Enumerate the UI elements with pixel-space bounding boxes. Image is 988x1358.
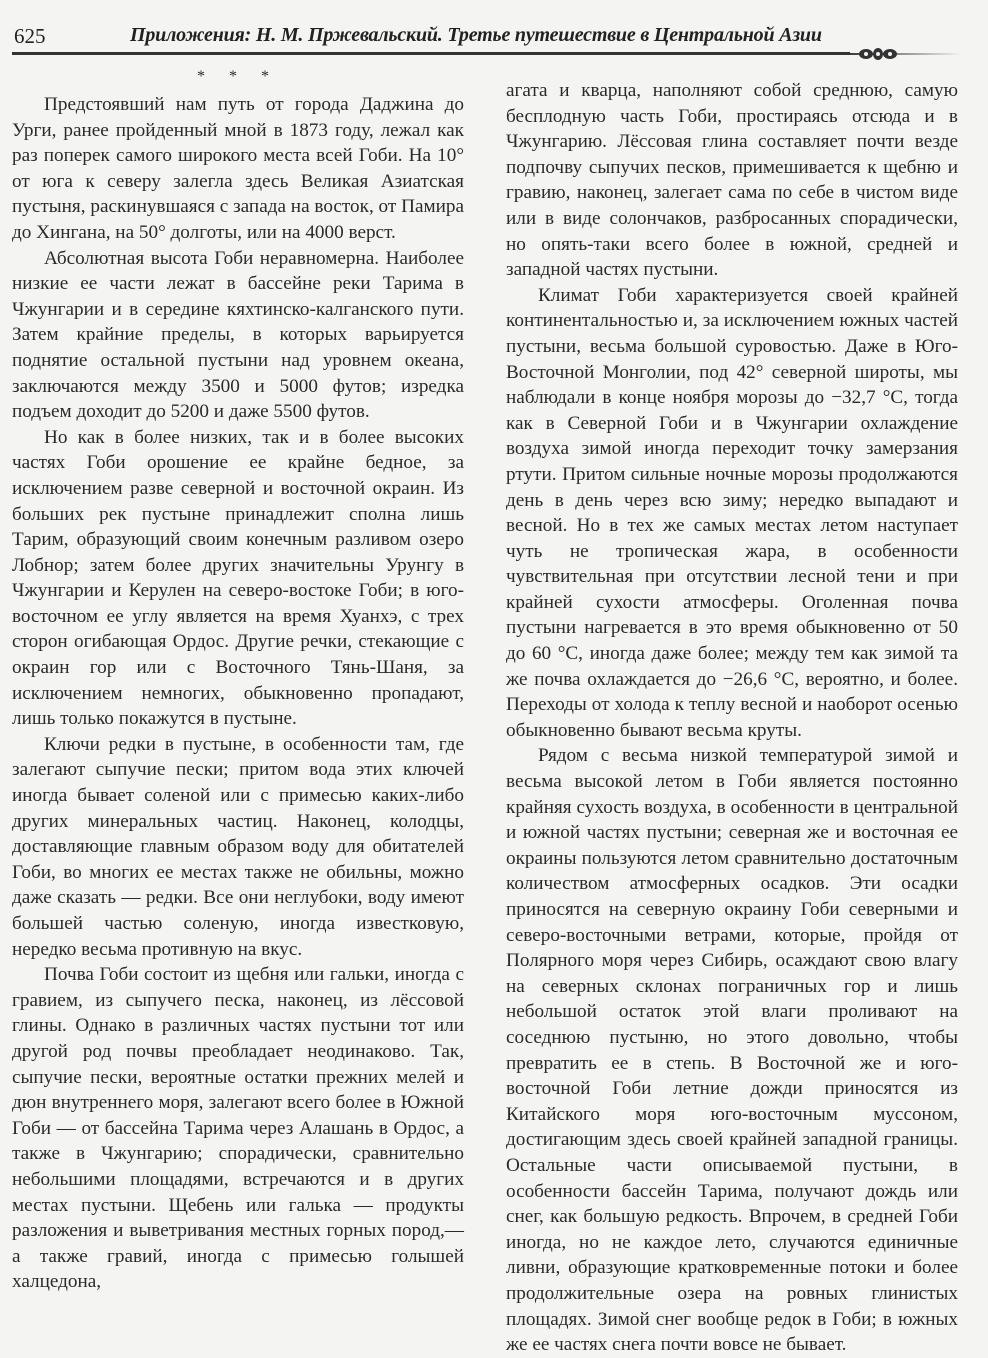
paragraph: Предстоявший нам путь от города Даджина до Урги, ранее пройденный мной в 1873 году, лежал как раз поперек самого широкого места всей Гоби. На 10° от юга к северу залегла здесь Великая Азиатская пустыня, раскинувшаяся с запада на восток, от Памира до Хингана, на 50° долготы, или на 4000 верст. [12, 94, 464, 243]
header-rule [12, 52, 850, 55]
paragraph: Рядом с весьма низкой температурой зимой и весьма высокой летом в Гоби является постоянно крайняя сухость воздуха, в особенности в центральной и южной частях пустыни; северная же и восточная ее окраины пользуются летом сравнительно достаточным количеством атмосферных осадков. Эти осадки приносятся на северную окраину Гоби северными и северо-восточными ветрами, которые, пройдя от Полярного моря через Сибирь, осаждают свою влагу на северных склонах пограничных гор и лишь небольшой остаток этой влаги проливают на соседнюю пустыню, но этого довольно, чтобы превратить ее в степь. В Восточной же и юго-восточной Гоби летние дожди приносятся из Китайского моря юго-восточным муссоном, достигающим здесь своей крайней западной границы. Остальные части описываемой пустыни, в особенности бассейн Тарима, получают дождь или снег, как большую редкость. Впрочем, в средней Гоби иногда, но не каждое лето, случаются единичные ливни, образующие кратковременные потоки и более продолжительные озера на ровных глинистых площадях. Зимой снег вообще редок в Гоби; в южных же ее частях снега почти вовсе не бывает. [506, 745, 958, 1356]
left-column [12, 66, 464, 1295]
page-number: 625 [14, 24, 46, 48]
flourish-ornament-icon [844, 44, 962, 64]
right-column [506, 78, 958, 1358]
paragraph: Ключи редки в пустыне, в особенности там, где залегают сыпучие пески; притом вода этих ключей иногда бывает соленой или с примесью каких-либо других минеральных частиц. Наконец, колодцы, доставляющие главным образом воду для обитателей Гоби, во многих ее местах также не обильны, можно даже сказать — редки. Все они неглубоки, воду имеют большей частью соленую, иногда известковую, нередко весьма противную на вкус. [12, 733, 464, 960]
running-head [12, 22, 942, 52]
paragraph: Абсолютная высота Гоби неравномерна. Наиболее низкие ее части лежат в бассейне реки Тарима в Чжунгарии и в середине кяхтинско-калганского пути. Затем крайние пределы, в которых варьируется поднятие остальной пустыни над уровнем океана, заключаются между 3500 и 5000 футов; изредка подъем доходит до 5200 и даже 5500 футов. [12, 247, 464, 423]
section-separator: * * * [197, 68, 279, 85]
paragraph-continuation: агата и кварца, наполняют собой среднюю, самую бесплодную часть Гоби, простираясь отсюда и в Чжунгарию. Лёссовая глина составляет почти везде подпочву сыпучих песков, примешивается к щебню и гравию, наконец, залегает сама по себе в чистом виде или в виде солончаков, разбросанных спорадически, но опять-таки всего более в южной, средней и западной частях пустыни. [506, 80, 958, 281]
paragraph: Климат Гоби характеризуется своей крайней континентальностью и, за исключением южных частей пустыни, весьма большой суровостью. Даже в Юго-Восточной Монголии, под 42° северной широты, мы наблюдали в конце ноября морозы до −32,7 °C, тогда как в Северной Гоби и в Чжунгарии охлаждение воздуха зимой иногда переходит точку замерзания ртути. Притом сильные ночные морозы продолжаются день в день через всю зиму; нередко выпадают и весной. Но в тех же самых местах летом наступает чуть не тропическая жара, в особенности чувствительная при отсутствии лесной тени и при крайней сухости атмосферы. Оголенная почва пустыни нагревается в это время обыкновенно от 50 до 60 °C, иногда даже более; между тем как зимой та же почва охлаждается до −26,6 °C, вероятно, и более. Переходы от холода к теплу весной и наоборот осенью обыкновенно бывают весьма круты. [506, 284, 958, 741]
paragraph: Почва Гоби состоит из щебня или гальки, иногда с гравием, из сыпучего песка, наконец, из лёссовой глины. Однако в различных частях пустыни тот или другой род почвы преобладает неодинаково. Так, сыпучие пески, вероятные остатки прежних мелей и дюн внутреннего моря, залегают всего более в Южной Гоби — от бассейна Тарима через Алашань в Ордос, а также в Чжунгарию; спорадически, сравнительно небольшими площадями, встречаются и в других местах пустыни. Щебень или галька — продукты разложения и выветривания местных горных пород,— а также гравий, иногда с примесью голышей халцедона, [12, 964, 464, 1293]
running-title: Приложения: Н. М. Пржевальский. Третье путешествие в Центральной Азии [130, 24, 822, 46]
paragraph: Но как в более низких, так и в более высоких частях Гоби орошение ее крайне бедное, за исключением разве северной и восточной окраин. Из больших рек пустыне принадлежит сполна лишь Тарим, образующий своим конечным разливом озеро Лобнор; затем более других значительны Урунгу в Чжунгарии и Керулен на северо-востоке Гоби; в юго-восточном ее углу является на время Хуанхэ, с трех сторон огибающая Ордос. Другие речки, стекающие с окраин гор или с Восточного Тянь-Шаня, за исключением немногих, обыкновенно пропадают, лишь только покажутся в пустыне. [12, 426, 464, 730]
